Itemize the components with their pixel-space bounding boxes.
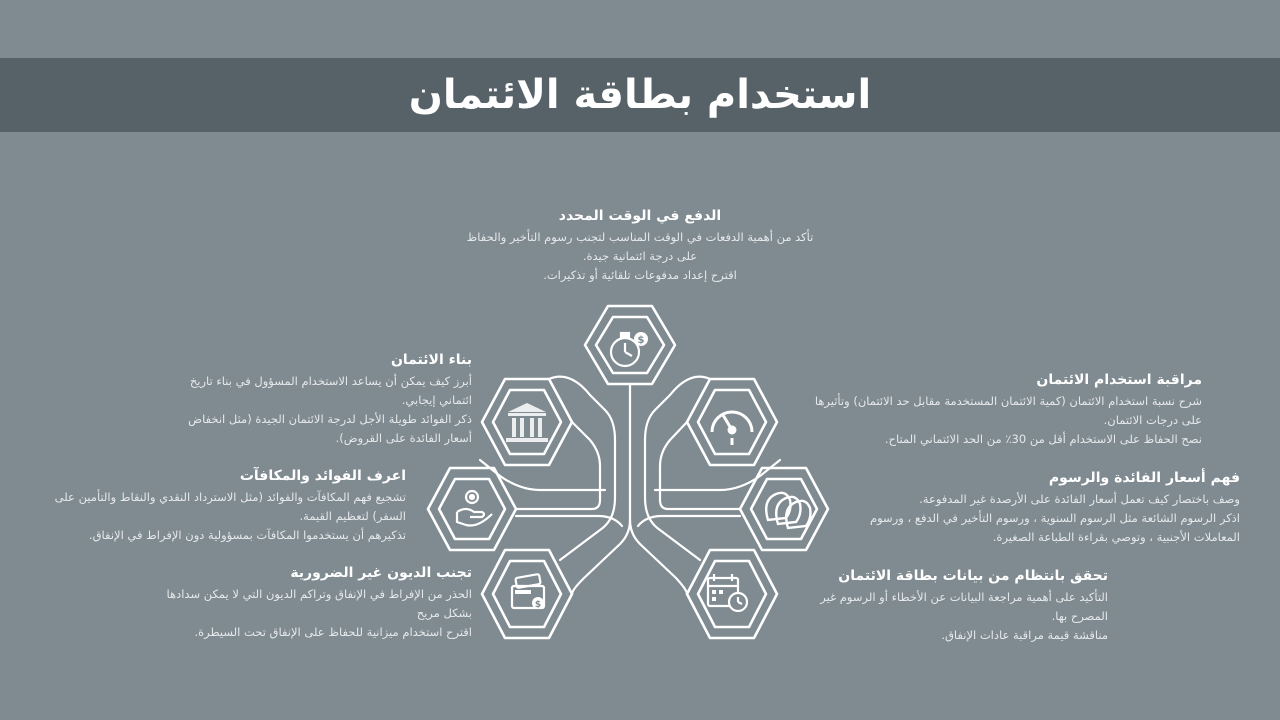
section-line: تأكد من أهمية الدفعات في الوقت المناسب لتجنب رسوم التأخير والحفاظ xyxy=(466,230,814,244)
people-heads-icon xyxy=(766,493,810,528)
svg-text:$: $ xyxy=(637,335,645,346)
section-line: الحذر من الإفراط في الإنفاق وتراكم الديون التي لا يمكن سدادها xyxy=(166,587,472,601)
section-line: نصح الحفاظ على الاستخدام أقل من 30٪ من الحد الائتماني المتاح. xyxy=(884,432,1202,446)
hexagon-upper-left xyxy=(482,379,572,465)
section-line: ائتماني إيجابي. xyxy=(401,393,472,407)
calendar-clock-icon xyxy=(708,574,747,611)
section-line: اذكر الرسوم الشائعة مثل الرسوم السنوية ، ورسوم التأخير في الدفع ، ورسوم xyxy=(870,511,1240,525)
section-heading: مراقبة استخدام الائتمان xyxy=(1036,372,1202,388)
section-on-time-payment xyxy=(430,208,850,285)
section-heading: الدفع في الوقت المحدد xyxy=(558,208,722,224)
section-line: تذكيرهم أن يستخدموا المكافآت بمسؤولية دون الإفراط في الإنفاق. xyxy=(88,528,406,542)
section-line: أبرز كيف يمكن أن يساعد الاستخدام المسؤول في بناء تاريخ xyxy=(189,374,472,388)
section-heading: بناء الائتمان xyxy=(390,352,472,368)
section-line: المصرح بها. xyxy=(1051,609,1108,623)
section-line: على درجة ائتمانية جيدة. xyxy=(582,249,698,263)
section-line: التأكيد على أهمية مراجعة البيانات عن الأخطاء أو الرسوم غير xyxy=(820,590,1108,604)
section-benefits-rewards xyxy=(20,468,406,545)
section-interest-fees xyxy=(840,470,1240,547)
svg-text:$: $ xyxy=(534,600,542,610)
section-check-statements xyxy=(786,568,1108,645)
hexagon-upper-right xyxy=(687,379,777,465)
page-title: استخدام بطاقة الائتمان xyxy=(408,72,872,118)
section-heading: فهم أسعار الفائدة والرسوم xyxy=(1048,470,1240,486)
section-line: تشجيع فهم المكافآت والفوائد (مثل الاسترداد النقدي والنقاط والتأمين على xyxy=(54,490,406,504)
hand-coin-icon xyxy=(457,491,492,526)
section-heading: تجنب الديون غير الضرورية xyxy=(290,565,472,581)
section-build-credit xyxy=(130,352,472,448)
section-line: وصف باختصار كيف تعمل أسعار الفائدة على الأرصدة غير المدفوعة. xyxy=(919,492,1240,506)
section-line: بشكل مريح xyxy=(416,606,472,620)
hexagon-top xyxy=(585,306,675,384)
stopwatch-dollar-icon xyxy=(611,332,648,366)
bank-icon xyxy=(506,403,548,442)
section-line: ذكر الفوائد طويلة الأجل لدرجة الائتمان الجيدة (مثل انخفاض xyxy=(188,412,472,426)
section-line: على درجات الائتمان. xyxy=(1103,413,1202,427)
section-line: شرح نسبة استخدام الائتمان (كمية الائتمان المستخدمة مقابل حد الائتمان) وتأثيرها xyxy=(814,394,1202,408)
section-monitor-usage xyxy=(786,372,1202,449)
section-line: اقترح إعداد مدفوعات تلقائية أو تذكيرات. xyxy=(543,268,737,282)
section-line: أسعار الفائدة على القروض). xyxy=(335,431,472,445)
section-line: مناقشة قيمة مراقبة عادات الإنفاق. xyxy=(941,628,1108,642)
section-line: المعاملات الأجنبية ، وتوصي بقراءة الطباعة الصغيرة. xyxy=(992,530,1240,544)
section-heading: تحقق بانتظام من بيانات بطاقة الائتمان xyxy=(838,568,1108,584)
wallet-cards-icon xyxy=(512,574,544,610)
section-avoid-debt xyxy=(130,565,472,642)
gauge-icon xyxy=(712,412,752,445)
section-line: اقترح استخدام ميزانية للحفاظ على الإنفاق تحت السيطرة. xyxy=(194,625,472,639)
hexagon-middle-left xyxy=(428,468,516,550)
section-line: السفر) لتعظيم القيمة. xyxy=(299,509,406,523)
section-heading: اعرف الفوائد والمكافآت xyxy=(239,468,406,484)
